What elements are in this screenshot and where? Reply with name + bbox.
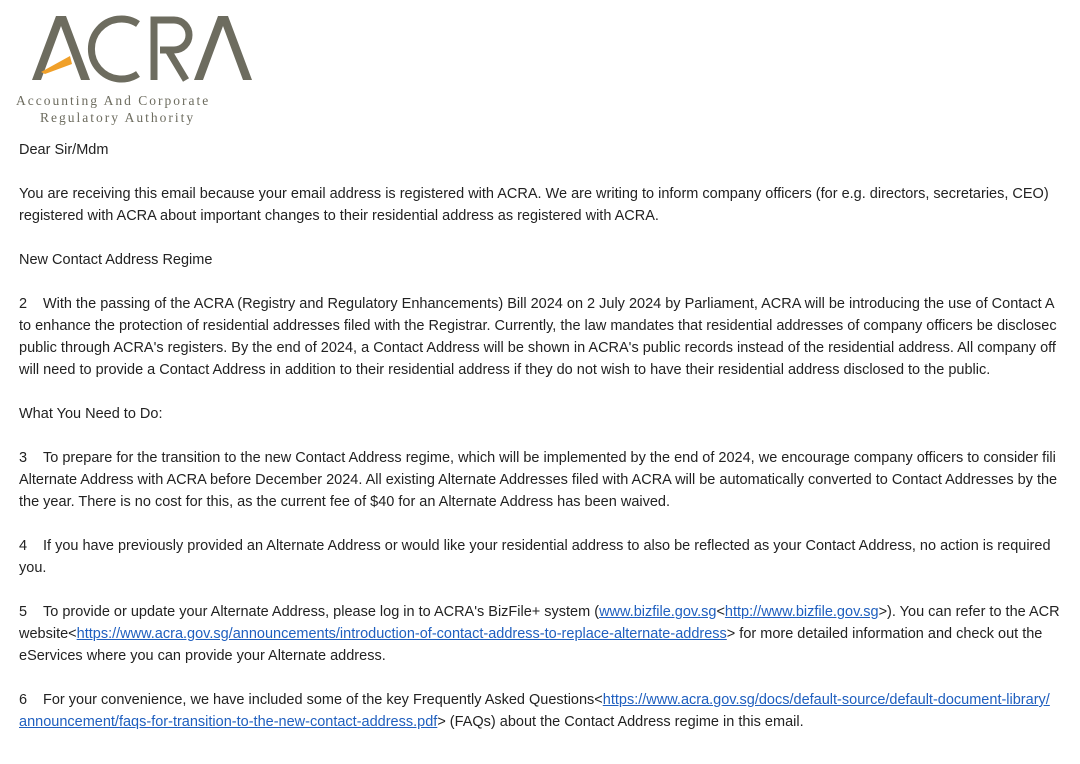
paragraph-number: 2: [19, 296, 28, 312]
p5-bracket-open: <: [716, 604, 725, 620]
p3-line-3: the year. There is no cost for this, as the current fee of $40 for an Alternate Address has been waived.: [19, 494, 671, 510]
acra-logo-graphic: [14, 12, 276, 128]
p6-line-1-text: For your convenience, we have included some of the key Frequently Asked Questions<: [43, 692, 603, 708]
logo-line-2: Regulatory Authority: [40, 110, 196, 125]
p4-line-1: If you have previously provided an Alternate Address or would like your residential address to also be reflected as your Contact Address, no action is required: [43, 538, 1051, 554]
acra-logo: [14, 12, 276, 128]
p2-line-1: With the passing of the ACRA (Registry and Regulatory Enhancements) Bill 2024 on 2 July 2024 by Parliament, ACRA will be introducing the use of Contact A: [43, 296, 1055, 312]
paragraph-2: [19, 293, 1079, 381]
p5-website-text: website<: [19, 626, 77, 642]
faq-link-part-1[interactable]: https://www.acra.gov.sg/docs/default-source/default-document-library/: [602, 692, 1050, 708]
p5-line-1-text: To provide or update your Alternate Address, please log in to ACRA's BizFile+ system (: [43, 604, 600, 620]
faq-link-part-2[interactable]: announcement/faqs-for-transition-to-the-new-contact-address.pdf: [19, 714, 438, 730]
p5-line-2-end: > for more detailed information and check out the: [726, 626, 1043, 642]
bizfile-link[interactable]: www.bizfile.gov.sg: [599, 604, 717, 620]
paragraph-number: 6: [19, 692, 28, 708]
p3-line-2: Alternate Address with ACRA before December 2024. All existing Alternate Addresses filed with ACRA will be automatically converted to Contact Addresses by the: [19, 472, 1058, 488]
intro-line-2: registered with ACRA about important changes to their residential address as registered with ACRA.: [19, 208, 659, 224]
acra-announcement-link[interactable]: https://www.acra.gov.sg/announcements/introduction-of-contact-address-to-replace-alternate-address: [76, 626, 727, 642]
p4-line-2: you.: [19, 560, 47, 576]
p6-line-2-end: > (FAQs) about the Contact Address regime in this email.: [437, 714, 804, 730]
email-body: [19, 139, 1079, 755]
greeting: Dear Sir/Mdm: [19, 142, 109, 158]
logo-line-1: Accounting And Corporate: [16, 93, 211, 108]
heading-what-you-need-to-do: What You Need to Do:: [19, 406, 163, 422]
p2-line-2: to enhance the protection of residential addresses filed with the Registrar. Currently, the law mandates that residential addresses of company officers be disclosec: [19, 318, 1057, 334]
paragraph-number: 4: [19, 538, 28, 554]
paragraph-4: [19, 535, 1079, 579]
p5-line-1-end: >). You can refer to the ACR: [878, 604, 1060, 620]
paragraph-5: [19, 601, 1079, 667]
bizfile-url-link[interactable]: http://www.bizfile.gov.sg: [724, 604, 879, 620]
p5-line-3: eServices where you can provide your Alternate address.: [19, 648, 386, 664]
p2-line-3: public through ACRA's registers. By the end of 2024, a Contact Address will be shown in ACRA's public records instead of the residential address. All company off: [19, 340, 1056, 356]
p3-line-1: To prepare for the transition to the new Contact Address regime, which will be implemented by the end of 2024, we encourage company officers to consider fili: [43, 450, 1056, 466]
paragraph-6: [19, 689, 1079, 733]
paragraph-number: 5: [19, 604, 28, 620]
intro-line-1: You are receiving this email because your email address is registered with ACRA. We are writing to inform company officers (for e.g. directors, secretaries, CEO): [19, 186, 1049, 202]
p2-line-4: will need to provide a Contact Address in addition to their residential address if they do not wish to have their residential address disclosed to the public.: [19, 362, 991, 378]
paragraph-number: 3: [19, 450, 28, 466]
heading-new-contact-address: New Contact Address Regime: [19, 252, 213, 268]
paragraph-3: [19, 447, 1079, 513]
intro-paragraph: [19, 183, 1079, 227]
